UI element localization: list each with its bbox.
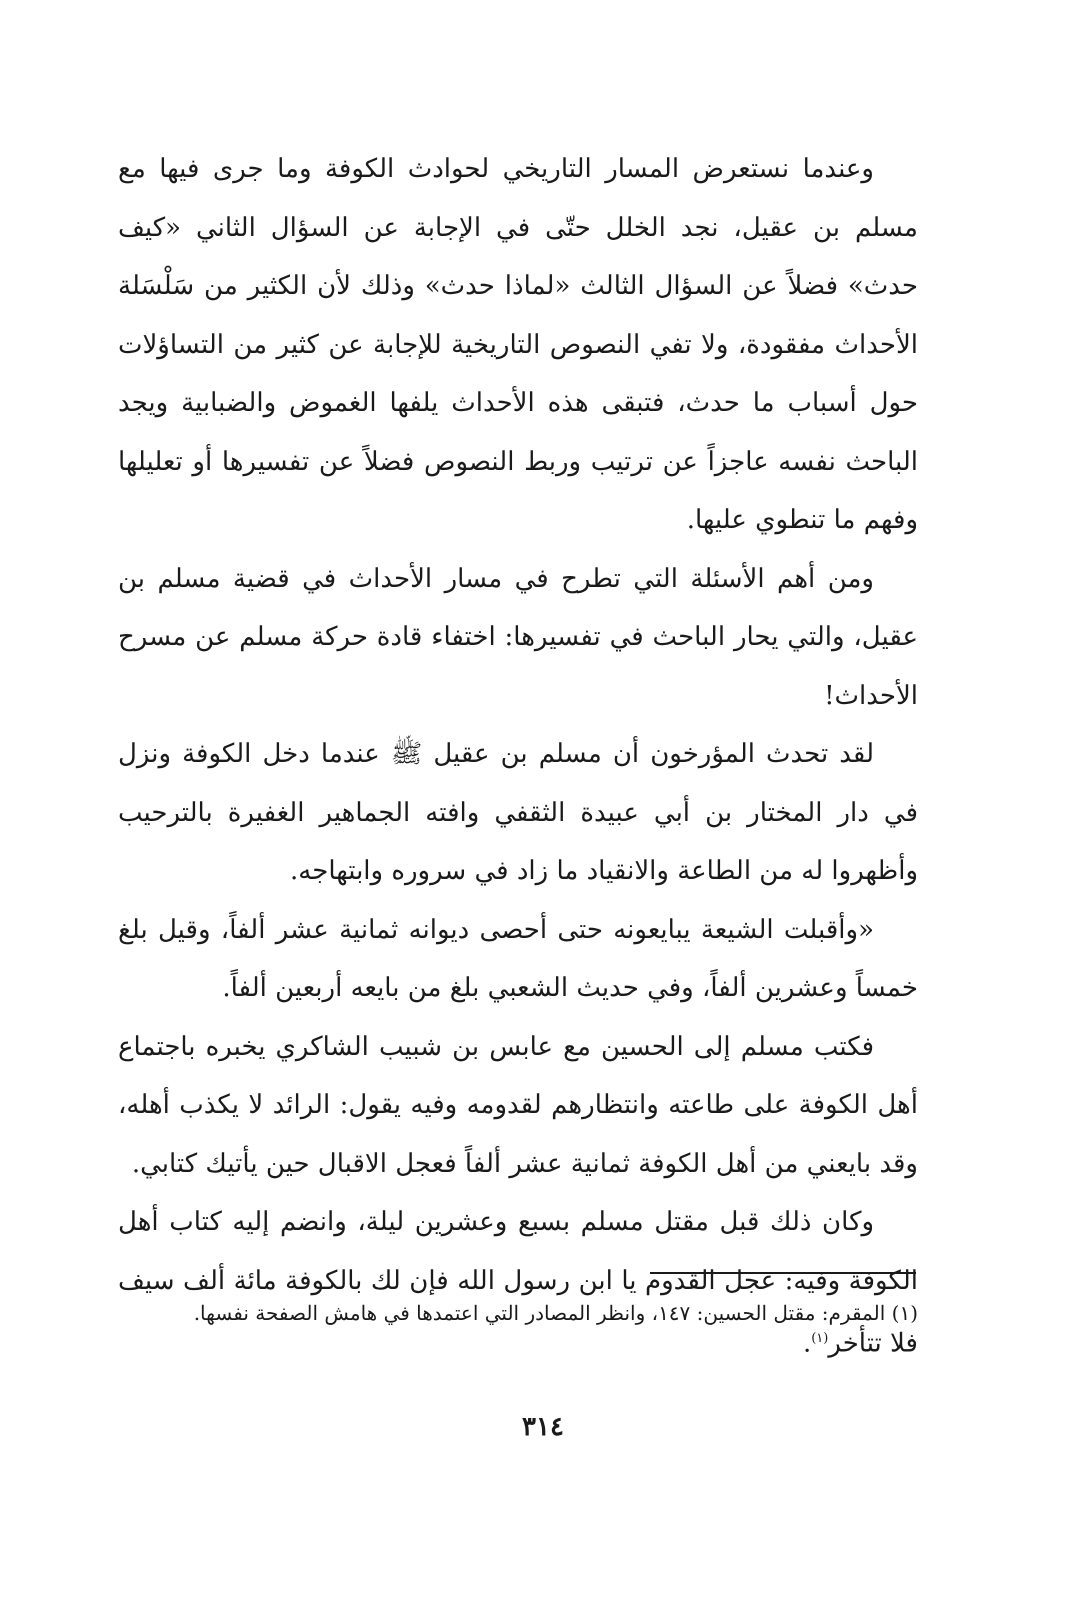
paragraph-1: وعندما نستعرض المسار التاريخي لحوادث الكوفة وما جرى فيها مع مسلم بن عقيل، نجد الخلل حتّى في الإجابة عن السؤال الثاني «كيف حدث» فضلاً عن السؤال الثالث «لماذا حدث» وذلك لأن الكثير من سَلْسَلة الأحداث مفقودة، ولا تفي النصوص التاريخية للإجابة عن كثير من التساؤلات حول أسباب ما حدث، فتبقى هذه الأحداث يلفها الغموض والضبابية ويجد الباحث نفسه عاجزاً عن ترتيب وربط النصوص فضلاً عن تفسيرها أو تعليلها وفهم ما تنطوي عليها. — [118, 154, 919, 535]
body-text — [118, 140, 918, 1373]
page-number: ٣١٤ — [522, 1412, 564, 1442]
paragraph-6-text: وكان ذلك قبل مقتل مسلم بسبع وعشرين ليلة، وانضم إليه كتاب أهل الكوفة وفيه: عجل القدوم يا ابن رسول الله فإن لك بالكوفة مائة ألف سيف فلا تتأخر — [118, 1207, 918, 1359]
paragraph-3: لقد تحدث المؤرخون أن مسلم بن عقيل ﷺ عندما دخل الكوفة ونزل في دار المختار بن أبي عبيدة الثقفي وافته الجماهير الغفيرة بالترحيب وأظهروا له من الطاعة والانقياد ما زاد في سروره وابتهاجه. — [118, 739, 918, 886]
footnote: (١) المقرم: مقتل الحسين: ١٤٧، وانظر المصادر التي اعتمدها في هامش الصفحة نفسها. — [193, 1301, 918, 1325]
footnote-reference: (١) — [811, 1331, 829, 1346]
paragraph-6 — [118, 1193, 918, 1373]
footnote-divider — [650, 1272, 916, 1274]
paragraph-6-end: . — [802, 1328, 812, 1359]
paragraph-4: «وأقبلت الشيعة يبايعونه حتى أحصى ديوانه ثمانية عشر ألفاً، وقيل بلغ خمساً وعشرين ألفاً، وفي حديث الشعبي بلغ من بايعه أربعين ألفاً. — [118, 914, 918, 1003]
paragraph-2: ومن أهم الأسئلة التي تطرح في مسار الأحداث في قضية مسلم بن عقيل، والتي يحار الباحث في تفسيرها: اختفاء قادة حركة مسلم عن مسرح الأحداث! — [118, 563, 918, 711]
paragraph-5: فكتب مسلم إلى الحسين مع عابس بن شبيب الشاكري يخبره باجتماع أهل الكوفة على طاعته وانتظارهم لقدومه وفيه يقول: الرائد لا يكذب أهله، وقد بايعني من أهل الكوفة ثمانية عشر ألفاً فعجل الاقبال حين يأتيك كتابي. — [118, 1031, 918, 1179]
